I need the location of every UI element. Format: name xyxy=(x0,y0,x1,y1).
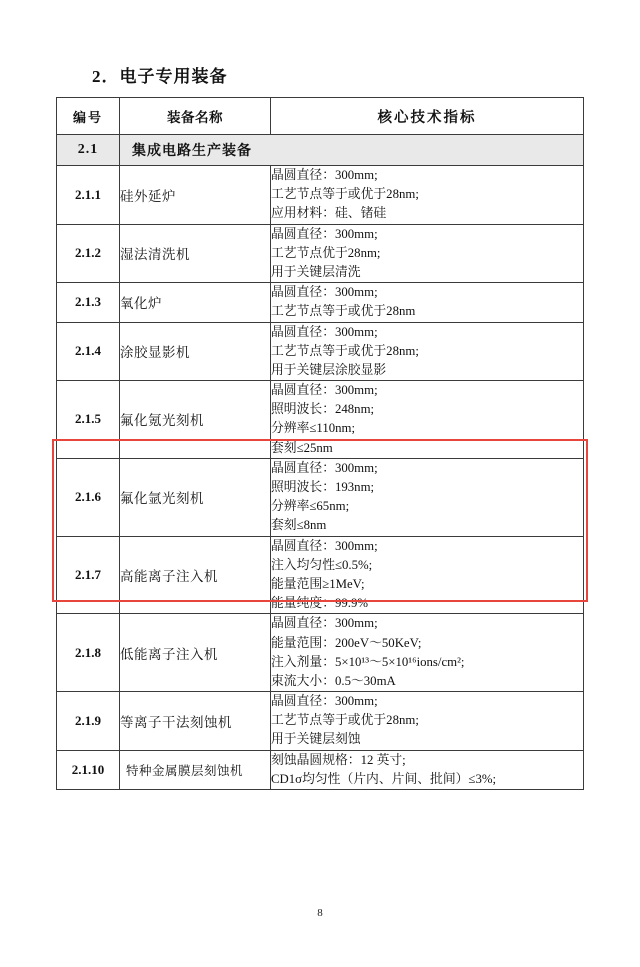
spec-line: 套刻≤25nm xyxy=(271,440,333,455)
spec-line: 用于关键层涂胶显影 xyxy=(271,362,387,377)
table-row-highlighted xyxy=(57,381,584,459)
spec-line: 工艺节点优于28nm; xyxy=(271,245,381,260)
row-number: 2.1.3 xyxy=(57,283,120,322)
spec-line: 工艺节点等于或优于28nm xyxy=(271,304,416,319)
table-header-row xyxy=(57,98,584,135)
row-specs xyxy=(271,381,584,459)
row-specs xyxy=(271,224,584,283)
spec-line: 束流大小：0.5～30mA xyxy=(271,673,396,688)
spec-line: 能量纯度：99.9% xyxy=(271,596,369,611)
spec-line: 晶圆直径：300mm; xyxy=(271,285,378,300)
equipment-table xyxy=(56,97,584,790)
spec-line: 晶圆直径：300mm; xyxy=(271,383,378,398)
spec-line: 能量范围：200eV～50KeV; xyxy=(271,635,422,650)
spec-line: 照明波长：193nm; xyxy=(271,480,375,494)
row-name: 涂胶显影机 xyxy=(120,322,271,381)
row-name: 等离子干法刻蚀机 xyxy=(120,692,271,751)
row-specs xyxy=(271,536,584,614)
row-name: 高能离子注入机 xyxy=(120,536,271,614)
table-row xyxy=(57,166,584,225)
spec-line: 晶圆直径：300mm; xyxy=(271,460,378,475)
row-specs xyxy=(271,750,584,789)
spec-line: 工艺节点等于或优于28nm; xyxy=(271,713,419,728)
spec-line: 晶圆直径：300mm; xyxy=(271,694,378,709)
spec-line: 能量范围≥1MeV; xyxy=(271,576,365,591)
table-row xyxy=(57,224,584,283)
row-specs xyxy=(271,458,584,536)
table-row xyxy=(57,283,584,322)
section-number: 2.1 xyxy=(57,135,120,166)
row-specs xyxy=(271,166,584,225)
row-number: 2.1.10 xyxy=(57,750,120,789)
spec-line: 分辨率≤110nm; xyxy=(271,421,356,436)
spec-line: 套刻≤8nm xyxy=(271,518,327,533)
table-row xyxy=(57,614,584,692)
spec-line: 注入均匀性≤0.5%; xyxy=(271,557,373,572)
row-number: 2.1.5 xyxy=(57,381,120,459)
section-row xyxy=(57,135,584,166)
row-name: 低能离子注入机 xyxy=(120,614,271,692)
row-number: 2.1.1 xyxy=(57,166,120,225)
spec-line: 工艺节点等于或优于28nm; xyxy=(271,187,419,202)
document-page xyxy=(0,62,640,967)
row-number: 2.1.8 xyxy=(57,614,120,692)
row-specs xyxy=(271,283,584,322)
spec-line: 晶圆直径：300mm; xyxy=(271,226,378,241)
table-row xyxy=(57,692,584,751)
row-number: 2.1.6 xyxy=(57,458,120,536)
row-number: 2.1.2 xyxy=(57,224,120,283)
row-number: 2.1.7 xyxy=(57,536,120,614)
spec-line: 分辨率≤65nm; xyxy=(271,499,350,514)
header-cell-number: 编号 xyxy=(57,98,120,135)
page-number: 8 xyxy=(317,907,323,919)
row-specs xyxy=(271,614,584,692)
row-specs xyxy=(271,322,584,381)
spec-line: 用于关键层刻蚀 xyxy=(271,732,361,747)
spec-line: 照明波长：248nm; xyxy=(271,402,375,417)
header-cell-name: 装备名称 xyxy=(120,98,271,135)
header-cell-specs: 核心技术指标 xyxy=(271,98,584,135)
spec-line: 晶圆直径：300mm; xyxy=(271,168,378,182)
table-row xyxy=(57,536,584,614)
section-title: 集成电路生产装备 xyxy=(120,135,584,166)
row-name: 氟化氪光刻机 xyxy=(120,381,271,459)
spec-line: CD1σ均匀性（片内、片间、批间）≤3%; xyxy=(271,771,497,786)
row-name: 硅外延炉 xyxy=(120,166,271,225)
table-row xyxy=(57,750,584,789)
row-name: 氟化氩光刻机 xyxy=(120,458,271,536)
row-name: 氧化炉 xyxy=(120,283,271,322)
table-row-highlighted xyxy=(57,458,584,536)
table-row xyxy=(57,322,584,381)
spec-line: 应用材料：硅、锗硅 xyxy=(271,206,387,221)
spec-line: 晶圆直径：300mm; xyxy=(271,616,378,631)
row-number: 2.1.9 xyxy=(57,692,120,751)
row-name: 特种金属膜层刻蚀机 xyxy=(120,750,271,789)
spec-line: 晶圆直径：300mm; xyxy=(271,538,378,553)
page-title: 2．电子专用装备 xyxy=(92,67,228,86)
spec-line: 用于关键层清洗 xyxy=(271,264,361,279)
spec-line: 注入剂量：5×10¹³～5×10¹⁶ions/cm²; xyxy=(271,654,465,669)
spec-line: 刻蚀晶圆规格：12 英寸; xyxy=(271,752,406,767)
spec-line: 晶圆直径：300mm; xyxy=(271,324,378,339)
row-name: 湿法清洗机 xyxy=(120,224,271,283)
row-number: 2.1.4 xyxy=(57,322,120,381)
spec-line: 工艺节点等于或优于28nm; xyxy=(271,343,419,358)
row-specs xyxy=(271,692,584,751)
